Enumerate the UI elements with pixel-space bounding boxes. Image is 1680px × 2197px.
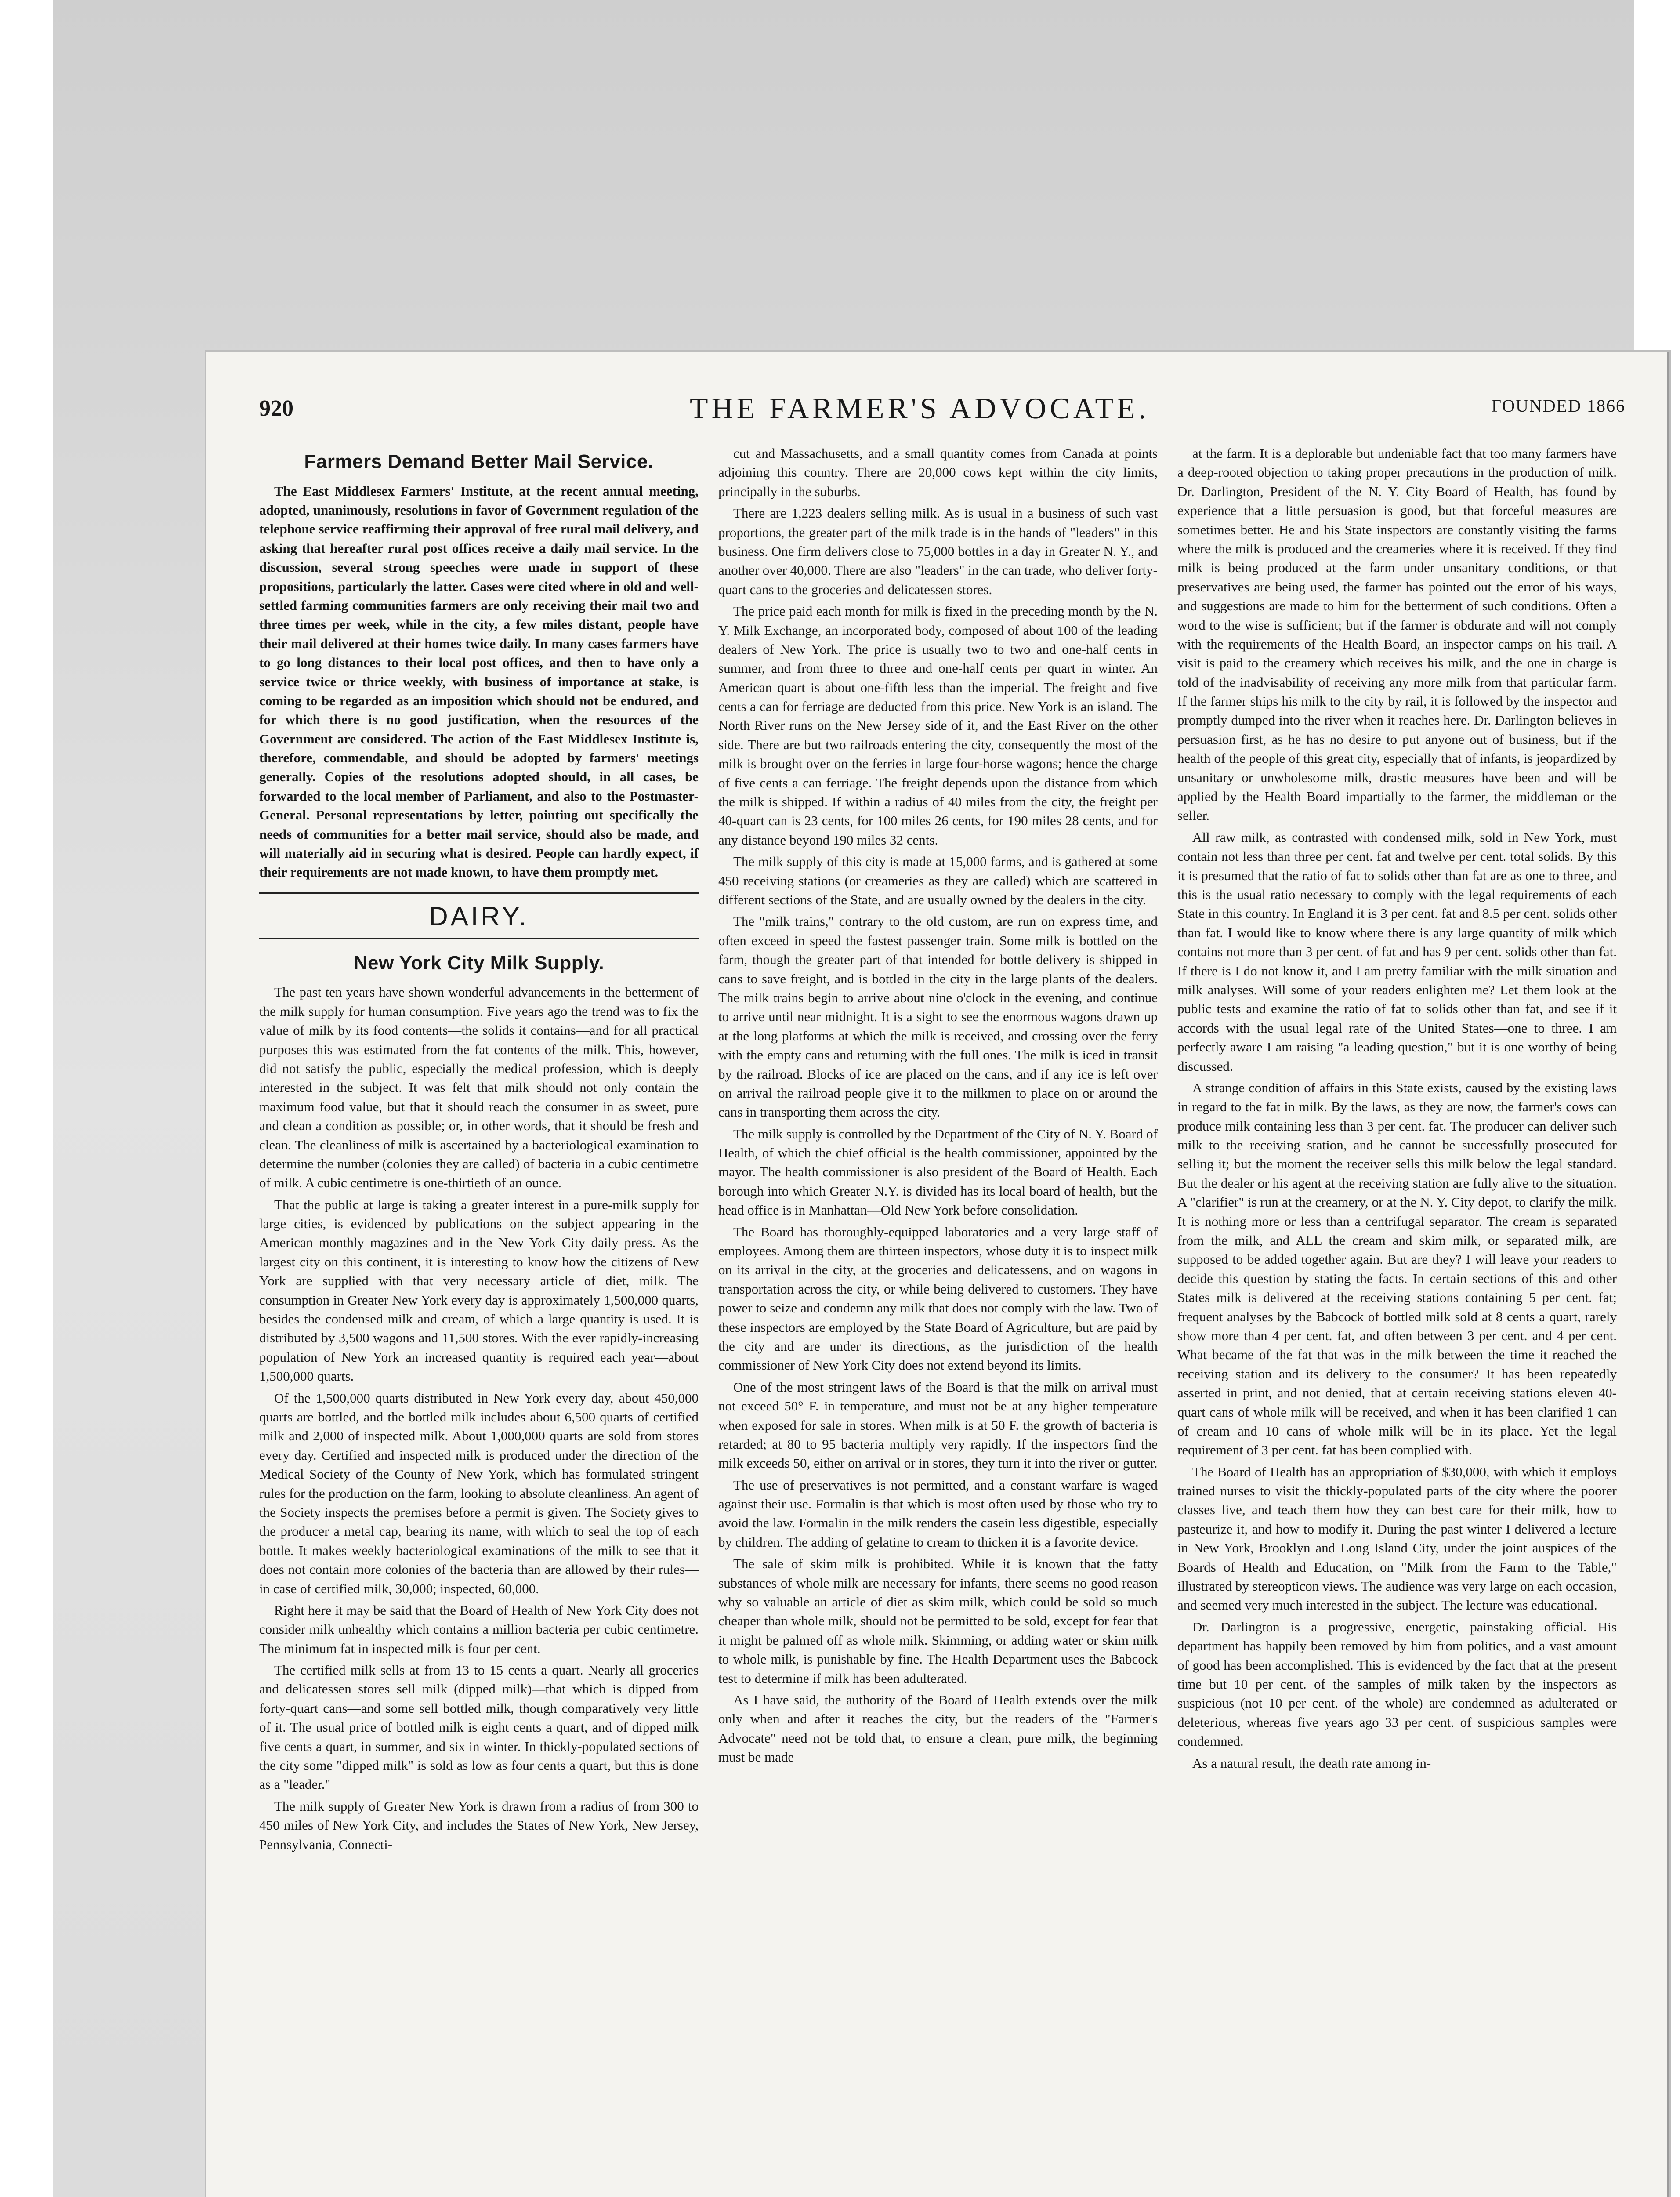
paragraph: A strange condition of affairs in this State exists, caused by the existing laws in regard to the fat in milk. By the laws, as they are now, the farmer's cows can produce milk containing less than 3 per cent. fat. The producer can deliver such milk to the receiving station, and he cannot be successfully prosecuted for selling it; but the moment the receiver sells this milk below the legal standard. But the dealer or his agent at the receiving station are fully alive to the situation. A "clarifier" is run at the creamery, or at the N. Y. City depot, to clarify the milk. It is nothing more or less than a centrifugal separator. The cream is separated from the milk, and ALL the cream and skim milk, or separated milk, are supposed to be added together again. But are they? I will leave your readers to decide this question by stating the facts. In certain sections of this and other States milk is delivered at the receiving stations containing 5 per cent. fat; frequent analyses by the Babcock of bottled milk sold at 8 cents a quart, rarely show more than 4 per cent. fat, and often between 3 per cent. and 4 per cent. What became of the fat that was in the milk between the time it reached the receiving station and its delivery to the consumer? It has been repeatedly asserted in print, and not denied, that at certain receiving stations eleven 40-quart cans of whole milk will be received, and when it has been clarified 1 can of cream and 10 cans of whole milk will be in its place. Yet the legal requirement of 3 per cent. fat has been complied with. bbox=[1177, 1080, 1617, 1458]
section-divider bbox=[259, 938, 699, 939]
paragraph: As a natural result, the death rate among in- bbox=[1192, 1755, 1431, 1771]
paragraph: As I have said, the authority of the Board of Health extends over the milk only when and after it reaches the city, but the readers of the "Farmer's Advocate" need not be told that, to ensure a clean, pure milk, the beginning must be made bbox=[718, 1692, 1158, 1765]
column-3 bbox=[1177, 444, 1617, 2197]
paragraph: cut and Massachusetts, and a small quantity comes from Canada at points adjoining this country. There are 20,000 cows kept within the city limits, principally in the suburbs. bbox=[718, 446, 1158, 499]
paragraph: That the public at large is taking a greater interest in a pure-milk supply for large cities, is evidenced by publications on the subject appearing in the American monthly magazines and in the New York City daily press. As the largest city on this continent, it is interesting to know how the citizens of New York are supplied with that very necessary article of diet, milk. The consumption in Greater New York every day is approximately 1,500,000 quarts, besides the condensed milk and cream, of which a large quantity is used. It is distributed by 3,500 wagons and 11,500 stores. With the ever rapidly-increasing population of New York an increased quantity is required each year—about 1,500,000 quarts. bbox=[259, 1196, 699, 1384]
article-body-mail-service bbox=[259, 482, 699, 882]
paragraph: The Board of Health has an appropriation of $30,000, with which it employs trained nurses to visit the thickly-populated parts of the city where the poorer classes live, and teach them how they can best care for their milk, how to pasteurize it, and how to modify it. During the past winter I delivered a lecture in New York, Brooklyn and Long Island City, under the joint auspices of the Boards of Health and Education, on "Milk from the Farm to the Table," illustrated by stereopticon views. The audience was very large on each occasion, and seemed very much interested in the subject. The lecture was educational. bbox=[1177, 1464, 1617, 1613]
page-header bbox=[206, 352, 1669, 425]
text-columns bbox=[259, 444, 1617, 2197]
paragraph: The milk supply of Greater New York is drawn from a radius of from 300 to 450 miles of New York City, and includes the States of New York, New Jersey, Pennsylvania, Connecti- bbox=[259, 1798, 699, 1852]
paragraph: Right here it may be said that the Board of Health of New York City does not consider milk unhealthy which contains a million bacteria per cubic centimetre. The minimum fat in inspected milk is four per cent. bbox=[259, 1602, 699, 1656]
article-body-milk-supply-part3 bbox=[1177, 444, 1617, 1773]
paragraph: The past ten years have shown wonderful advancements in the betterment of the milk supply for human consumption. Five years ago the trend was to fix the value of milk by its food contents—the solids it contains—and for all practical purposes this was estimated from the fat contents of the milk. This, however, did not satisfy the public, especially the medical profession, which is deeply interested in the subject. It was felt that milk should not only contain the maximum food value, but that it should reach the consumer in as sweet, pure and clean a condition as possible; or, in other words, that it should be fresh and clean. The cleanliness of milk is ascertained by a bacteriological examination to determine the number (colonies they are called) of bacteria in a cubic centimetre of milk. A cubic centimetre is one-thirtieth of an ounce. bbox=[259, 984, 699, 1191]
paragraph: The milk supply of this city is made at 15,000 farms, and is gathered at some 450 receiving stations (or creameries as they are called) which are scattered in different sections of the State, and are usually owned by the dealers in the city. bbox=[718, 854, 1158, 907]
paragraph: The "milk trains," contrary to the old custom, are run on express time, and often exceed in speed the fastest passenger train. Some milk is bottled on the farm, though the greater part of that intended for bottle delivery is shipped in cans to save freight, and is bottled in the city in the large plants of the dealers. The milk trains begin to arrive about nine o'clock in the evening, and continue to arrive until near midnight. It is a sight to see the enormous wagons drawn up at the long platforms at which the milk is received, and crossing over the ferry with the empty cans and returning with the full ones. The milk is iced in transit by the railroad. Blocks of ice are placed on the cans, and if any ice is left over on arrival the railroad people give it to the milkmen to place on or around the cans in transporting them across the city. bbox=[718, 914, 1158, 1120]
paragraph: at the farm. It is a deplorable but undeniable fact that too many farmers have a deep-rooted objection to taking proper precautions in the production of milk. Dr. Darlington, President of the N. Y. City Board of Health, has found by experience that a little persuasion is good, but that forceful measures are sometimes better. He and his State inspectors are constantly visiting the farms where the milk is produced and the creameries where it is received. If they find milk is being produced at the farm under unsanitary conditions, or that preservatives are being used, the farmer has pointed out the error of his ways, and suggestions are made to him for the betterment of such conditions. Often a word to the wise is sufficient; but if the farmer is obdurate and will not comply with the requirements of the Health Board, an inspector camps on his trail. A visit is paid to the creamery which receives his milk, and the one in charge is told of the inadvisability of receiving any more milk from that particular farm. If the farmer ships his milk to the city by rail, it is followed by the inspector and promptly dumped into the river when it reaches here. Dr. Darlington believes in persuasion first, as he has no desire to put anyone out of business, but if the health of the people of this great city, especially that of infants, is jeopardized by unsanitary or unwholesome milk, drastic measures have been and will be applied by the Health Board impartially to the farmer, the middleman or the seller. bbox=[1177, 446, 1617, 823]
article-body-milk-supply-part1 bbox=[259, 982, 699, 1854]
paragraph: There are 1,223 dealers selling milk. As is usual in a business of such vast proportions, the greater part of the milk trade is in the hands of "leaders" in this business. One firm delivers close to 75,000 bottles in a day in Greater N. Y., and another over 40,000. There are also "leaders" in the can trade, who deliver forty-quart cans to the groceries and delicatessen stores. bbox=[718, 505, 1158, 597]
page-number: 920 bbox=[259, 396, 293, 421]
founded-date: FOUNDED 1866 bbox=[1491, 396, 1626, 416]
paragraph: All raw milk, as contrasted with condensed milk, sold in New York, must contain not less than three per cent. fat and twelve per cent. total solids. By this it is presumed that the ratio of fat to solids other than fat are as one to three, and this is the usual ratio necessary to comply with the legal requirements of each State in this country. In England it is 3 per cent. fat and 8.5 per cent. solids other than fat. I would like to know where there is any large quantity of milk which contains not more than 3 per cent. of fat and has 9 per cent. solids other than fat. If there is I do not know it, and I am pretty familiar with the milk situation and milk analyses. Will some of your readers enlighten me? Let them look at the public tests and examine the ratio of fat to solids other than fat, and see if it accords with the usual legal rate of the United States—one to three. I am perfectly aware I am raising "a leading question," but it is one worthy of being discussed. bbox=[1177, 829, 1617, 1074]
masthead-title: THE FARMER'S ADVOCATE. bbox=[690, 392, 1150, 425]
paragraph: Dr. Darlington is a progressive, energetic, painstaking official. His department has happily been removed by him from politics, and a vast amount of good has been accomplished. This is evidenced by the fact that at the present time but 10 per cent. of the samples of milk taken by the inspectors as suspicious (not 10 per cent. of the whole) are condemned as adulterated or deleterious, whereas five years ago 33 per cent. of suspicious samples were condemned. bbox=[1177, 1619, 1617, 1749]
newspaper-page bbox=[206, 352, 1669, 2197]
paragraph: The use of preservatives is not permitted, and a constant warfare is waged against their use. Formalin is that which is most often used by those who try to avoid the law. Formalin in the milk renders the casein less digestible, especially by children. The adding of gelatine to cream to thicken it is a favorite device. bbox=[718, 1477, 1158, 1550]
paragraph: The sale of skim milk is prohibited. While it is known that the fatty substances of whole milk are necessary for infants, there seems no good reason why so valuable an article of diet as skim milk, which could be sold so much cheaper than whole milk, should not be permitted to be sold, except for fear that it might be palmed off as whole milk. Skimming, or adding water or skim milk to whole milk, is punishable by fine. The Health Department uses the Babcock test to determine if milk has been adulterated. bbox=[718, 1556, 1158, 1686]
paragraph: The certified milk sells at from 13 to 15 cents a quart. Nearly all groceries and delicatessen stores sell milk (dipped milk)—that which is dipped from forty-quart cans—and some sell bottled milk, though comparatively very little of it. The usual price of bottled milk is eight cents a quart, and of dipped milk five cents a quart, in summer, and six in winter. In thickly-populated sections of the city some "dipped milk" is sold as low as four cents a quart, but this is done as a "leader." bbox=[259, 1662, 699, 1792]
paragraph: Of the 1,500,000 quarts distributed in New York every day, about 450,000 quarts are bottled, and the bottled milk includes about 6,500 quarts of certified milk and 2,000 of inspected milk. About 1,000,000 quarts are sold from stores every day. Certified and inspected milk is produced under the direction of the Medical Society of the County of New York, which has formulated stringent rules for the production on the farm, looking to absolute cleanliness. An agent of the Society inspects the premises before a permit is given. The Society gives to the producer a metal cap, bearing its name, with which to seal the top of each bottle. It makes weekly bacteriological examinations of the milk to see that it does not contain more colonies of the bacteria than are allowed by their rules—in case of certified milk, 30,000; inspected, 60,000. bbox=[259, 1390, 699, 1596]
section-title-dairy: DAIRY. bbox=[429, 901, 529, 931]
paragraph: The price paid each month for milk is fixed in the preceding month by the N. Y. Milk Exchange, an incorporated body, composed of about 100 of the leading dealers of New York. The price is usually two to two and one-half cents in summer, and from three to three and one-half cents per quart in winter. An American quart is about one-fifth less than the imperial. The freight and five cents a can for ferriage are deducted from this price. New York is an island. The North River runs on the New Jersey side of it, and the East River on the other side. There are but two railroads entering the city, consequently the most of the milk is brought over on the ferries in large four-horse wagons; hence the charge of five cents a can ferriage. The freight depends upon the distance from which the milk is shipped. If within a radius of 40 miles from the city, the freight per 40-quart can is 23 cents, for 100 miles 26 cents, for 190 miles 28 cents, and for any distance beyond 190 miles 32 cents. bbox=[718, 603, 1158, 848]
article-headline-mail-service: Farmers Demand Better Mail Service. bbox=[304, 451, 654, 472]
article-headline-milk-supply: New York City Milk Supply. bbox=[353, 952, 605, 974]
paragraph: One of the most stringent laws of the Board is that the milk on arrival must not exceed 50° F. in temperature, and must not be at any higher temperature when exposed for sale in stores. When milk is at 50 F. the growth of bacteria is retarded; at 80 to 95 bacteria multiply very rapidly. If the inspectors find the milk exceeds 50, either on arrival or in stores, they turn it into the river or gutter. bbox=[718, 1379, 1158, 1471]
paragraph: The Board has thoroughly-equipped laboratories and a very large staff of employees. Among them are thirteen inspectors, whose duty it is to inspect milk on its arrival in the city, at the groceries and delicatessens, and on wagons in transportation across the city, or while being delivered to customers. They have power to seize and condemn any milk that does not comply with the law. Two of these inspectors are employed by the State Board of Agriculture, but are paid by the city and are under its directions, as the jurisdiction of the health commissioner of New York City does not extend beyond its limits. bbox=[718, 1224, 1158, 1373]
column-1 bbox=[259, 444, 699, 2197]
paragraph: The milk supply is controlled by the Department of the City of N. Y. Board of Health, of which the chief official is the health commissioner, appointed by the mayor. The health commissioner is also president of the Board of Health. Each borough into which Greater N.Y. is divided has its local board of health, but the head office is in Manhattan—Old New York before consolidation. bbox=[718, 1126, 1158, 1218]
column-2 bbox=[718, 444, 1158, 2197]
paragraph: The East Middlesex Farmers' Institute, at the recent annual meeting, adopted, unanimously, resolutions in favor of Government regulation of the telephone service reaffirming their approval of free rural mail delivery, and asking that hereafter rural post offices receive a daily mail service. In the discussion, several strong speeches were made in support of these propositions, particularly the latter. Cases were cited where in old and well-settled farming communities farmers are only receiving their mail two and three times per week, while in the city, a few miles distant, people have their mail delivered at their homes twice daily. In many cases farmers have to go long distances to their local post offices, and then to have only a service twice or thrice weekly, with business of importance at stake, is coming to be regarded as an imposition which should not be endured, and for which there is no good justification, when the resources of the Government are considered. The action of the East Middlesex Institute is, therefore, commendable, and should be adopted by farmers' meetings generally. Copies of the resolutions adopted should, in all cases, be forwarded to the local member of Parliament, and also to the Postmaster-General. Personal representations by letter, pointing out specifically the needs of communities for a better mail service, should also be made, and will materially aid in securing what is desired. People can hardly expect, if their requirements are not made known, to have them promptly met. bbox=[259, 483, 699, 880]
article-body-milk-supply-part2 bbox=[718, 444, 1158, 1767]
section-divider bbox=[259, 892, 699, 894]
